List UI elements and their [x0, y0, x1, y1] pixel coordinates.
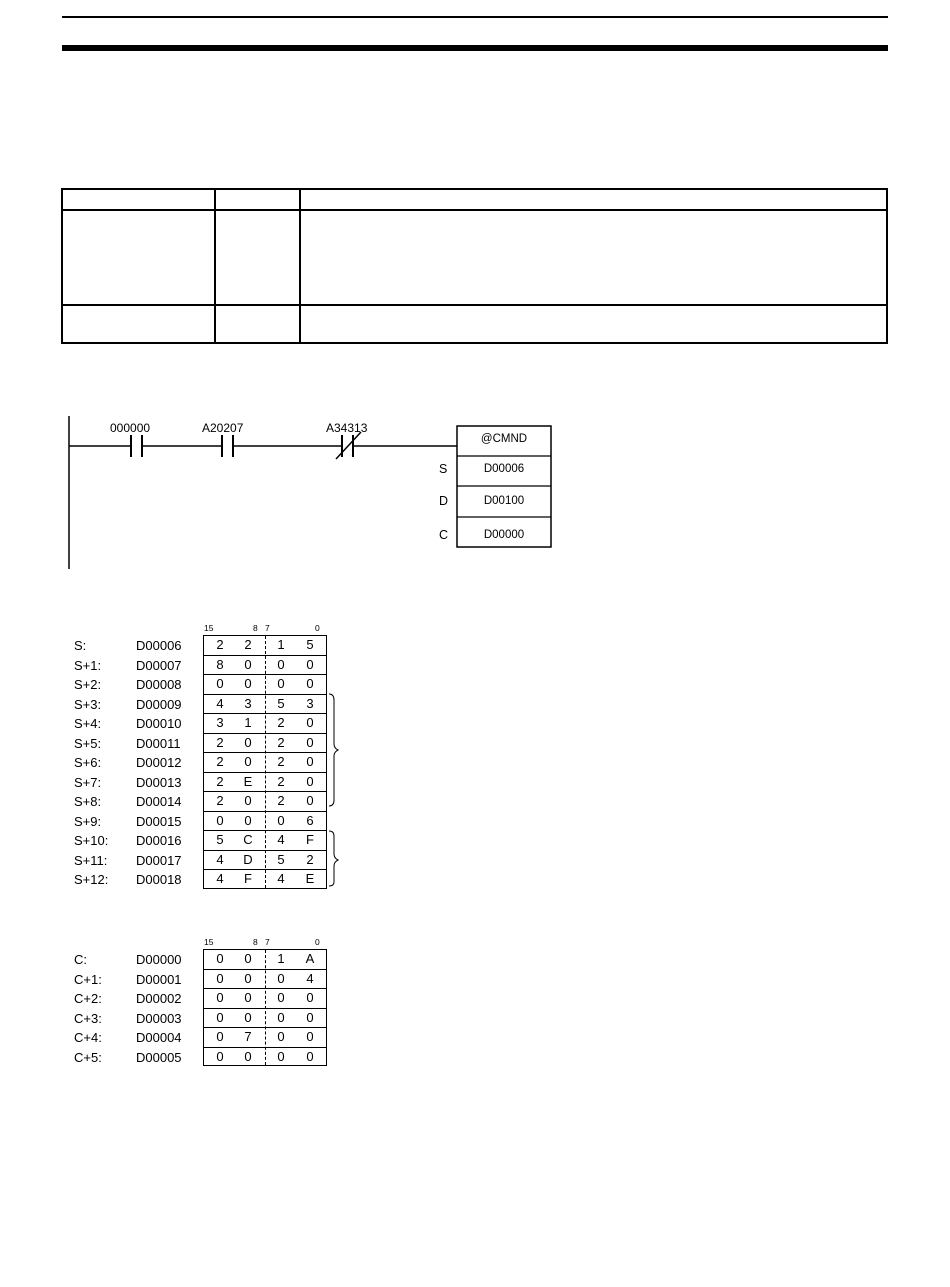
- hex-digit: 4: [277, 832, 285, 847]
- row-label: S+6:: [74, 755, 102, 770]
- hex-digit: 1: [277, 637, 285, 652]
- hex-digit: 0: [244, 951, 252, 966]
- hex-digit: 0: [244, 812, 252, 828]
- bit-label-0: 0: [315, 623, 320, 633]
- hex-digit: 0: [244, 990, 252, 1005]
- row-label: S+2:: [74, 677, 102, 692]
- hex-digit: 2: [277, 715, 285, 730]
- hex-digit: 0: [216, 951, 224, 966]
- row-label: C+1:: [74, 971, 102, 987]
- hex-digit: 0: [244, 1048, 252, 1064]
- hex-digit: 0: [277, 1009, 285, 1025]
- hex-digit: 0: [216, 1009, 224, 1025]
- operand-d-value: D00100: [483, 495, 525, 507]
- row-label: C+4:: [74, 1030, 102, 1045]
- hex-digit: 2: [306, 851, 314, 867]
- hex-digit: 0: [277, 812, 285, 828]
- row-address: D00005: [136, 1049, 182, 1065]
- hex-digit: 0: [244, 793, 252, 808]
- hex-digit: 0: [306, 1009, 314, 1025]
- hex-digit: 0: [277, 970, 285, 986]
- hex-digit: 3: [306, 695, 314, 711]
- hex-digit: 0: [306, 734, 314, 750]
- row-address: D00001: [136, 971, 182, 987]
- hex-digit: 4: [216, 851, 224, 867]
- hex-digit: 0: [277, 656, 285, 672]
- hex-digit: 2: [216, 637, 224, 652]
- row-label: S+9:: [74, 813, 102, 829]
- row-label: S+1:: [74, 657, 102, 673]
- table-row: [204, 792, 326, 812]
- row-address: D00015: [136, 813, 182, 829]
- row-label: S+3:: [74, 696, 102, 712]
- hex-digit: 4: [216, 871, 224, 886]
- hex-digit: 0: [277, 676, 285, 691]
- brace-icon: [329, 694, 338, 806]
- hex-digit: 0: [277, 1048, 285, 1064]
- row-label: C+2:: [74, 991, 102, 1006]
- row-address: D00007: [136, 657, 182, 673]
- row-address: D00004: [136, 1030, 182, 1045]
- hex-digit: 6: [306, 812, 314, 828]
- hex-digit: 0: [306, 1029, 314, 1044]
- hex-digit: 0: [277, 990, 285, 1005]
- row-address: D00016: [136, 833, 182, 848]
- hex-digit: 0: [306, 676, 314, 691]
- hex-digit: 0: [216, 1029, 224, 1044]
- row-label: C:: [74, 952, 87, 967]
- hex-digit: F: [306, 832, 314, 847]
- row-label: C+5:: [74, 1049, 102, 1065]
- table-row: [204, 636, 326, 656]
- hex-digit: 0: [244, 970, 252, 986]
- row-address: D00018: [136, 872, 182, 887]
- hex-digit: 0: [306, 793, 314, 808]
- bit-label-8: 8: [253, 937, 258, 947]
- bit-label-15: 15: [204, 623, 214, 633]
- operand-c-label: C: [439, 528, 449, 542]
- row-address: D00017: [136, 852, 182, 868]
- hex-digit: 2: [277, 734, 285, 750]
- hex-digit: 0: [306, 773, 314, 789]
- hex-digit: 0: [216, 812, 224, 828]
- hex-digit: E: [305, 871, 315, 886]
- hex-digit: 0: [244, 656, 252, 672]
- row-label: S+7:: [74, 774, 102, 790]
- hex-digit: 2: [216, 793, 224, 808]
- hex-digit: F: [244, 871, 252, 886]
- table-row: [204, 656, 326, 676]
- instruction-name: @CMND: [480, 433, 528, 445]
- hex-digit: 0: [277, 1029, 285, 1044]
- table-row: [204, 812, 326, 832]
- hex-digit: E: [243, 773, 253, 789]
- table-row: [204, 1009, 326, 1029]
- hex-digit: 3: [244, 695, 252, 711]
- table-row: [204, 1048, 326, 1068]
- row-label: S+4:: [74, 716, 102, 731]
- hex-digit: 0: [216, 676, 224, 691]
- row-label: S+11:: [74, 852, 108, 868]
- word-grid: [203, 635, 327, 889]
- contact-address-2: A20207: [202, 421, 244, 435]
- table-row: [204, 773, 326, 793]
- row-address: D00000: [136, 952, 182, 967]
- table-row: [204, 870, 326, 890]
- hex-digit: 0: [306, 656, 314, 672]
- table-row: [204, 753, 326, 773]
- hex-digit: 2: [244, 637, 252, 652]
- hex-digit: 0: [306, 990, 314, 1005]
- operand-c-value: D00000: [483, 529, 525, 541]
- table-row: [204, 734, 326, 754]
- hex-digit: 3: [216, 715, 224, 730]
- bit-label-8: 8: [253, 623, 258, 633]
- row-address: D00003: [136, 1010, 182, 1026]
- row-label: S+8:: [74, 794, 102, 809]
- brace-icon: [329, 831, 338, 886]
- word-grid: [203, 949, 327, 1066]
- table-row: [204, 989, 326, 1009]
- hex-digit: 0: [306, 754, 314, 769]
- row-address: D00012: [136, 755, 182, 770]
- table-row: [204, 675, 326, 695]
- row-label: S:: [74, 638, 87, 653]
- bit-label-7: 7: [265, 937, 270, 947]
- row-address: D00002: [136, 991, 182, 1006]
- table-row: [204, 1028, 326, 1048]
- bit-label-0: 0: [315, 937, 320, 947]
- table-row: [204, 970, 326, 990]
- table-row: [204, 950, 326, 970]
- hex-digit: 4: [216, 695, 224, 711]
- hex-digit: C: [243, 832, 253, 847]
- hex-digit: 2: [277, 754, 285, 769]
- row-address: D00010: [136, 716, 182, 731]
- hex-digit: 2: [216, 734, 224, 750]
- hex-digit: 5: [216, 832, 224, 847]
- hex-digit: 7: [244, 1029, 252, 1044]
- hex-digit: 0: [216, 970, 224, 986]
- table-row: [204, 831, 326, 851]
- row-address: D00013: [136, 774, 182, 790]
- row-address: D00006: [136, 638, 182, 653]
- contact-address-1: 000000: [110, 421, 151, 435]
- hex-digit: 0: [244, 734, 252, 750]
- hex-digit: 0: [244, 676, 252, 691]
- hex-digit: D: [243, 851, 253, 867]
- bit-label-15: 15: [204, 937, 214, 947]
- row-address: D00009: [136, 696, 182, 712]
- hex-digit: A: [305, 951, 315, 966]
- row-label: C+3:: [74, 1010, 102, 1026]
- row-address: D00011: [136, 735, 181, 751]
- row-label: S+10:: [74, 833, 109, 848]
- hex-digit: 0: [216, 1048, 224, 1064]
- hex-digit: 2: [277, 773, 285, 789]
- operand-s-label: S: [439, 462, 448, 476]
- hex-digit: 1: [277, 951, 285, 966]
- ladder-lines: [0, 0, 950, 600]
- operand-s-value: D00006: [483, 463, 525, 475]
- bit-label-7: 7: [265, 623, 270, 633]
- hex-digit: 5: [277, 695, 285, 711]
- hex-digit: 2: [216, 754, 224, 769]
- row-label: S+5:: [74, 735, 102, 751]
- row-label: S+12:: [74, 872, 109, 887]
- table-row: [204, 851, 326, 871]
- hex-digit: 0: [216, 990, 224, 1005]
- operand-d-label: D: [439, 494, 449, 508]
- hex-digit: 4: [277, 871, 285, 886]
- ladder-diagram: [0, 0, 950, 600]
- hex-digit: 2: [277, 793, 285, 808]
- table-row: [204, 714, 326, 734]
- hex-digit: 8: [216, 656, 224, 672]
- hex-digit: 0: [244, 754, 252, 769]
- hex-digit: 1: [244, 715, 252, 730]
- contact-address-3: A34313: [326, 421, 368, 435]
- row-address: D00014: [136, 794, 182, 809]
- hex-digit: 2: [216, 773, 224, 789]
- hex-digit: 0: [244, 1009, 252, 1025]
- hex-digit: 0: [306, 715, 314, 730]
- table-row: [204, 695, 326, 715]
- row-address: D00008: [136, 677, 182, 692]
- hex-digit: 5: [277, 851, 285, 867]
- hex-digit: 5: [306, 637, 314, 652]
- hex-digit: 4: [306, 970, 314, 986]
- hex-digit: 0: [306, 1048, 314, 1064]
